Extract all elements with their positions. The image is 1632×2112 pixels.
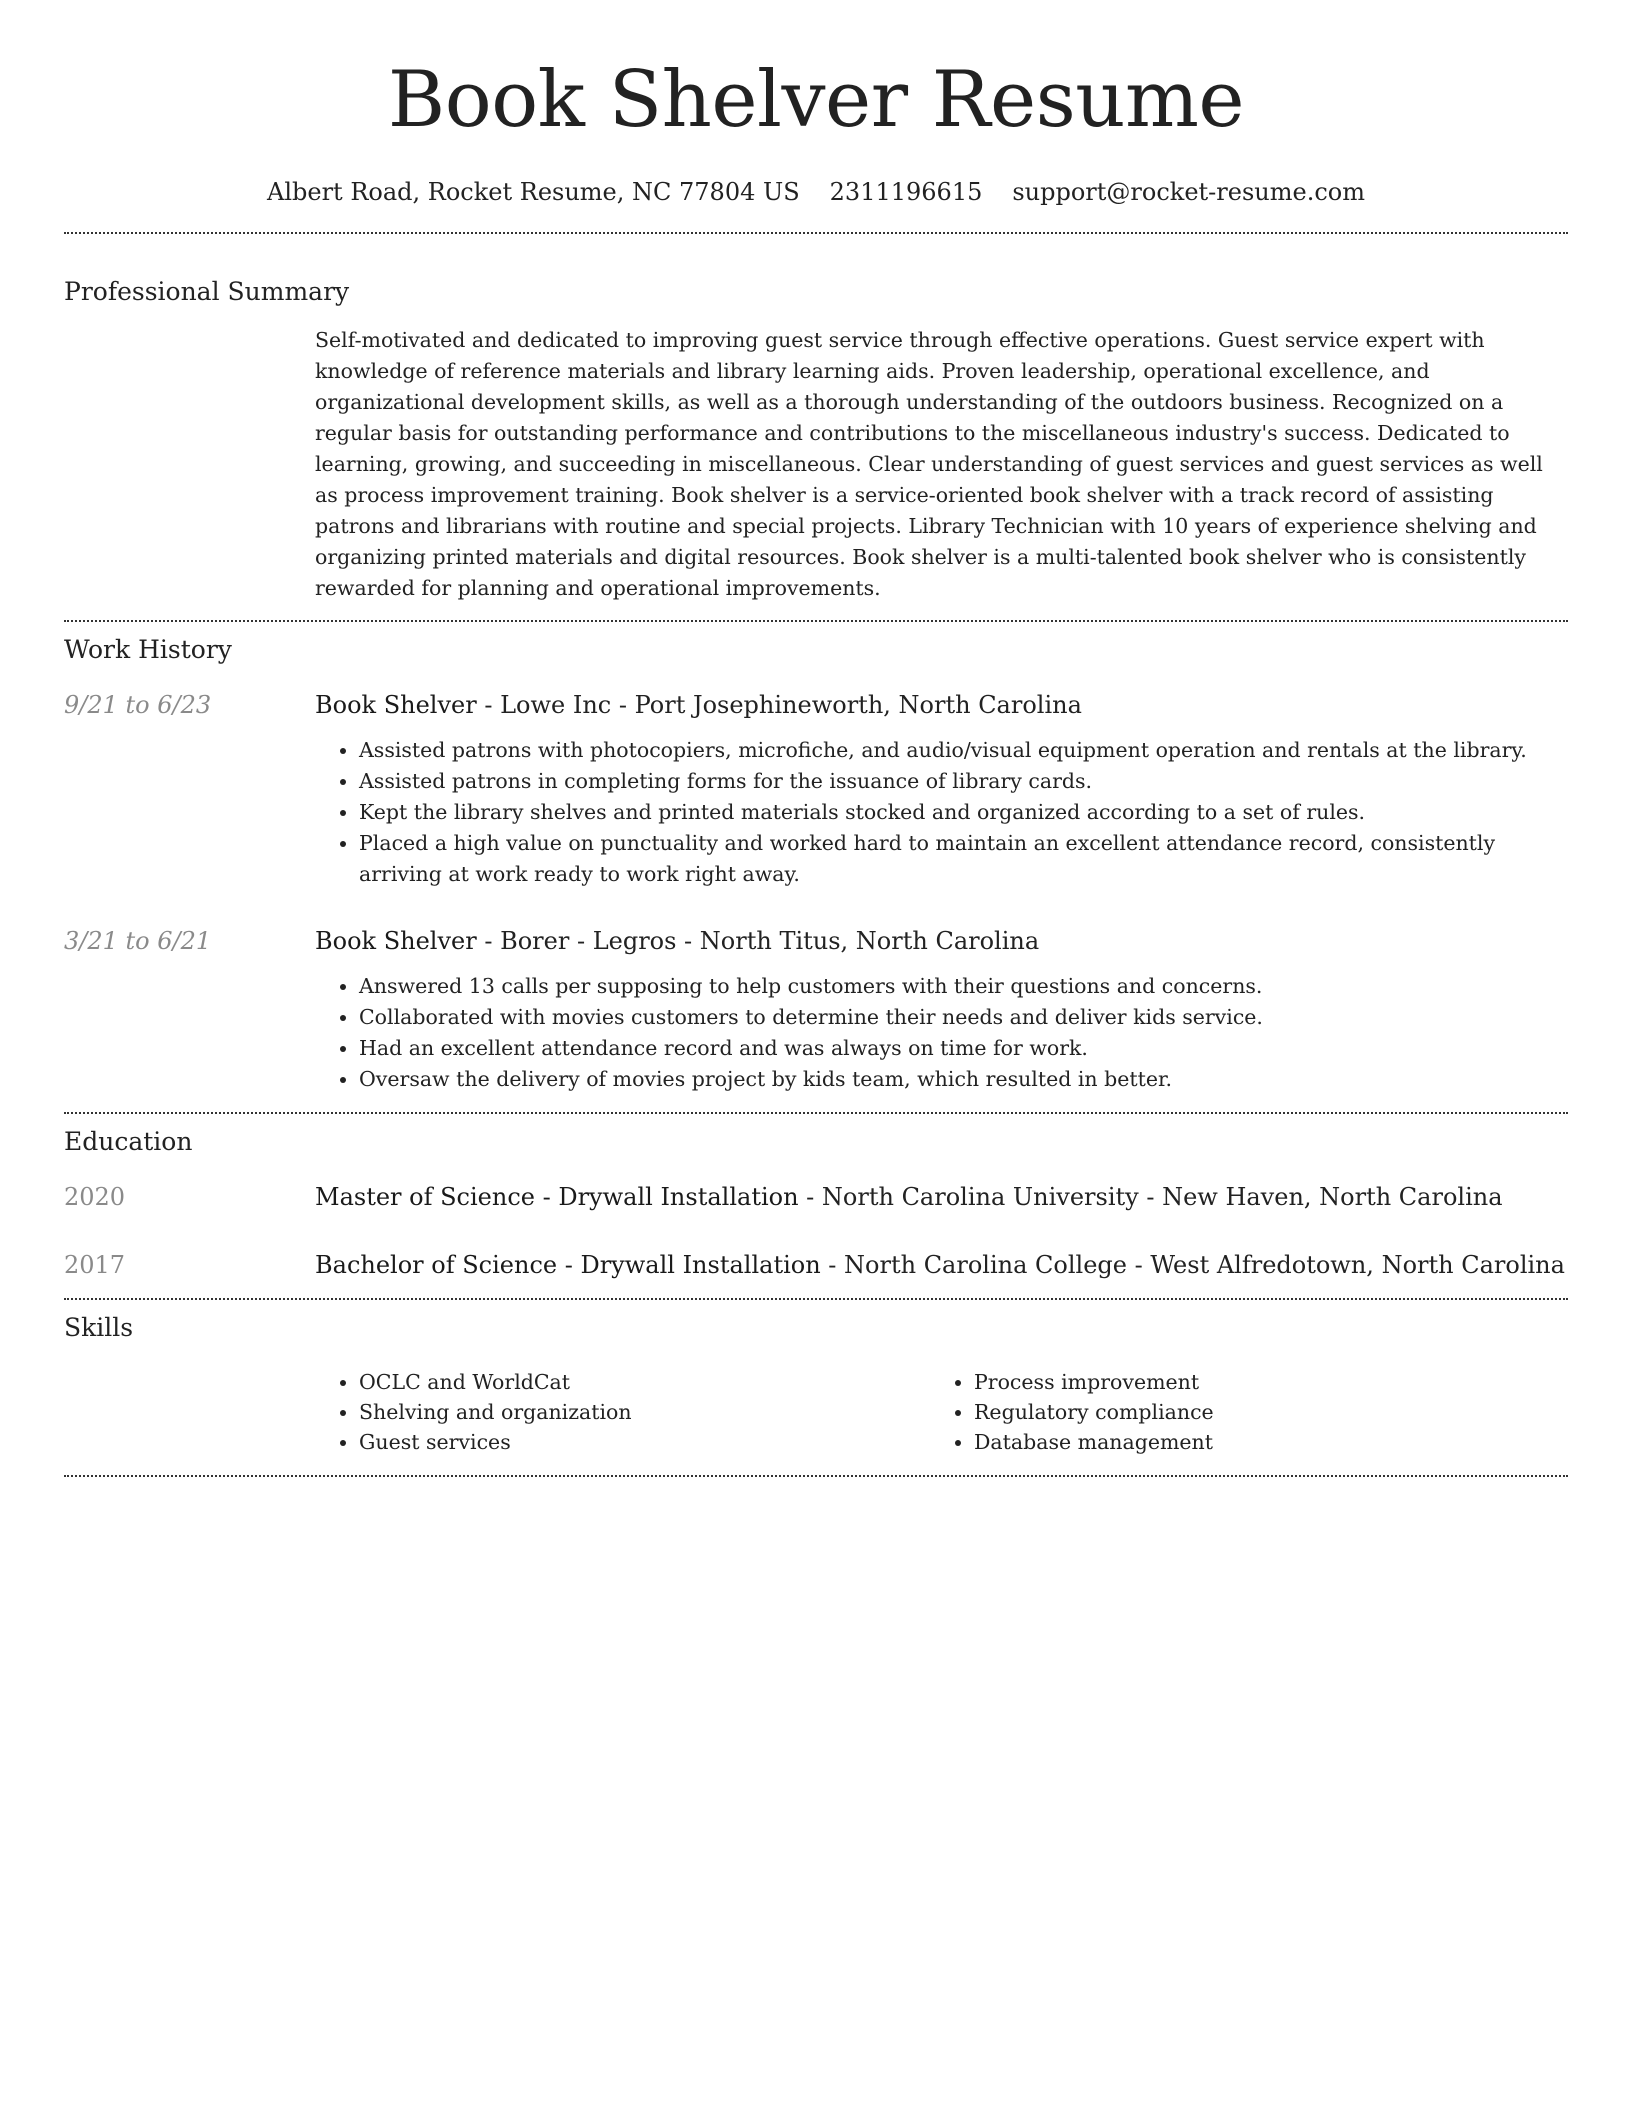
education-year: 2017 — [64, 1251, 126, 1279]
education-section — [64, 1125, 1568, 1281]
degree: Bachelor of Science - Drywall Installation — [315, 1251, 821, 1279]
list-item: • Guest services — [359, 1427, 930, 1457]
list-item: • Answered 13 calls per supposing to help customers with their questions and concerns. — [359, 971, 1568, 1002]
list-item: • Process improvement — [974, 1367, 1545, 1397]
resume-title: Book Shelver Resume — [387, 55, 1245, 145]
job-entry — [64, 925, 1568, 1095]
section-heading-summary: Professional Summary — [64, 277, 350, 306]
job-bullets — [315, 735, 1568, 890]
section-heading-skills: Skills — [64, 1313, 134, 1342]
job-bullets — [315, 971, 1568, 1095]
job-title: Book Shelver — [315, 691, 477, 719]
education-entry — [64, 1181, 1568, 1213]
divider — [64, 1112, 1568, 1114]
degree: Master of Science - Drywall Installation — [315, 1183, 799, 1211]
contact-phone: 2311196615 — [829, 178, 983, 206]
education-heading — [315, 1249, 1568, 1281]
list-item: • Assisted patrons with photocopiers, microfiche, and audio/visual equipment operation and rentals at the library. — [359, 735, 1568, 766]
divider — [64, 232, 1568, 234]
education-entry — [64, 1249, 1568, 1281]
section-heading-work-history: Work History — [64, 635, 232, 664]
skills-column-1 — [315, 1367, 930, 1457]
list-item: • Regulatory compliance — [974, 1397, 1545, 1427]
list-item: • Oversaw the delivery of movies project by kids team, which resulted in better. — [359, 1064, 1568, 1095]
work-history-section — [64, 633, 1568, 1095]
contact-address: Albert Road, Rocket Resume, NC 77804 US — [267, 178, 800, 206]
list-item: • Collaborated with movies customers to determine their needs and deliver kids service. — [359, 1002, 1568, 1033]
list-item: • Database management — [974, 1427, 1545, 1457]
job-details: - Borer - Legros - North Titus, North Carolina — [476, 927, 1040, 955]
contact-email: support@rocket-resume.com — [1012, 178, 1365, 206]
education-year: 2020 — [64, 1183, 126, 1211]
list-item: • Kept the library shelves and printed materials stocked and organized according to a set of rules. — [359, 797, 1568, 828]
list-item: • OCLC and WorldCat — [359, 1367, 930, 1397]
divider — [64, 620, 1568, 622]
school: - North Carolina College - West Alfredotown, North Carolina — [820, 1251, 1565, 1279]
job-entry — [64, 689, 1568, 890]
list-item: • Assisted patrons in completing forms for the issuance of library cards. — [359, 766, 1568, 797]
summary-text: Self-motivated and dedicated to improving guest service through effective operations. Guest service expert with knowledge of reference materials and library learning aids. Proven leadership, operational excellence, and organizational development skills, as well as a thorough understanding of the outdoors business. Recognized on a regular basis for outstanding performance and contributions to the miscellaneous industry's success. Dedicated to learning, growing, and succeeding in miscellaneous. Clear understanding of guest services and guest services as well as process improvement training. Book shelver is a service-oriented book shelver with a track record of assisting patrons and librarians with routine and special projects. Library Technician with 10 years of experience shelving and organizing printed materials and digital resources. Book shelver is a multi-talented book shelver who is consistently rewarded for planning and operational improvements. — [315, 328, 1543, 600]
skills-section — [64, 1311, 1568, 1457]
divider — [64, 1298, 1568, 1300]
summary-section — [64, 275, 1568, 604]
job-heading — [315, 925, 1568, 957]
job-details: - Lowe Inc - Port Josephineworth, North Carolina — [476, 691, 1082, 719]
list-item: • Had an excellent attendance record and was always on time for work. — [359, 1033, 1568, 1064]
list-item: • Placed a high value on punctuality and worked hard to maintain an excellent attendance record, consistently arriving at work ready to work right away. — [359, 828, 1568, 890]
contact-line — [64, 176, 1568, 208]
school: - North Carolina University - New Haven, North Carolina — [798, 1183, 1503, 1211]
education-heading — [315, 1181, 1568, 1213]
divider — [64, 1475, 1568, 1477]
job-dates: 9/21 to 6/23 — [64, 691, 212, 719]
job-dates: 3/21 to 6/21 — [64, 927, 212, 955]
section-heading-education: Education — [64, 1127, 193, 1156]
skills-column-2 — [930, 1367, 1545, 1457]
job-title: Book Shelver — [315, 927, 477, 955]
list-item: • Shelving and organization — [359, 1397, 930, 1427]
job-heading — [315, 689, 1568, 721]
